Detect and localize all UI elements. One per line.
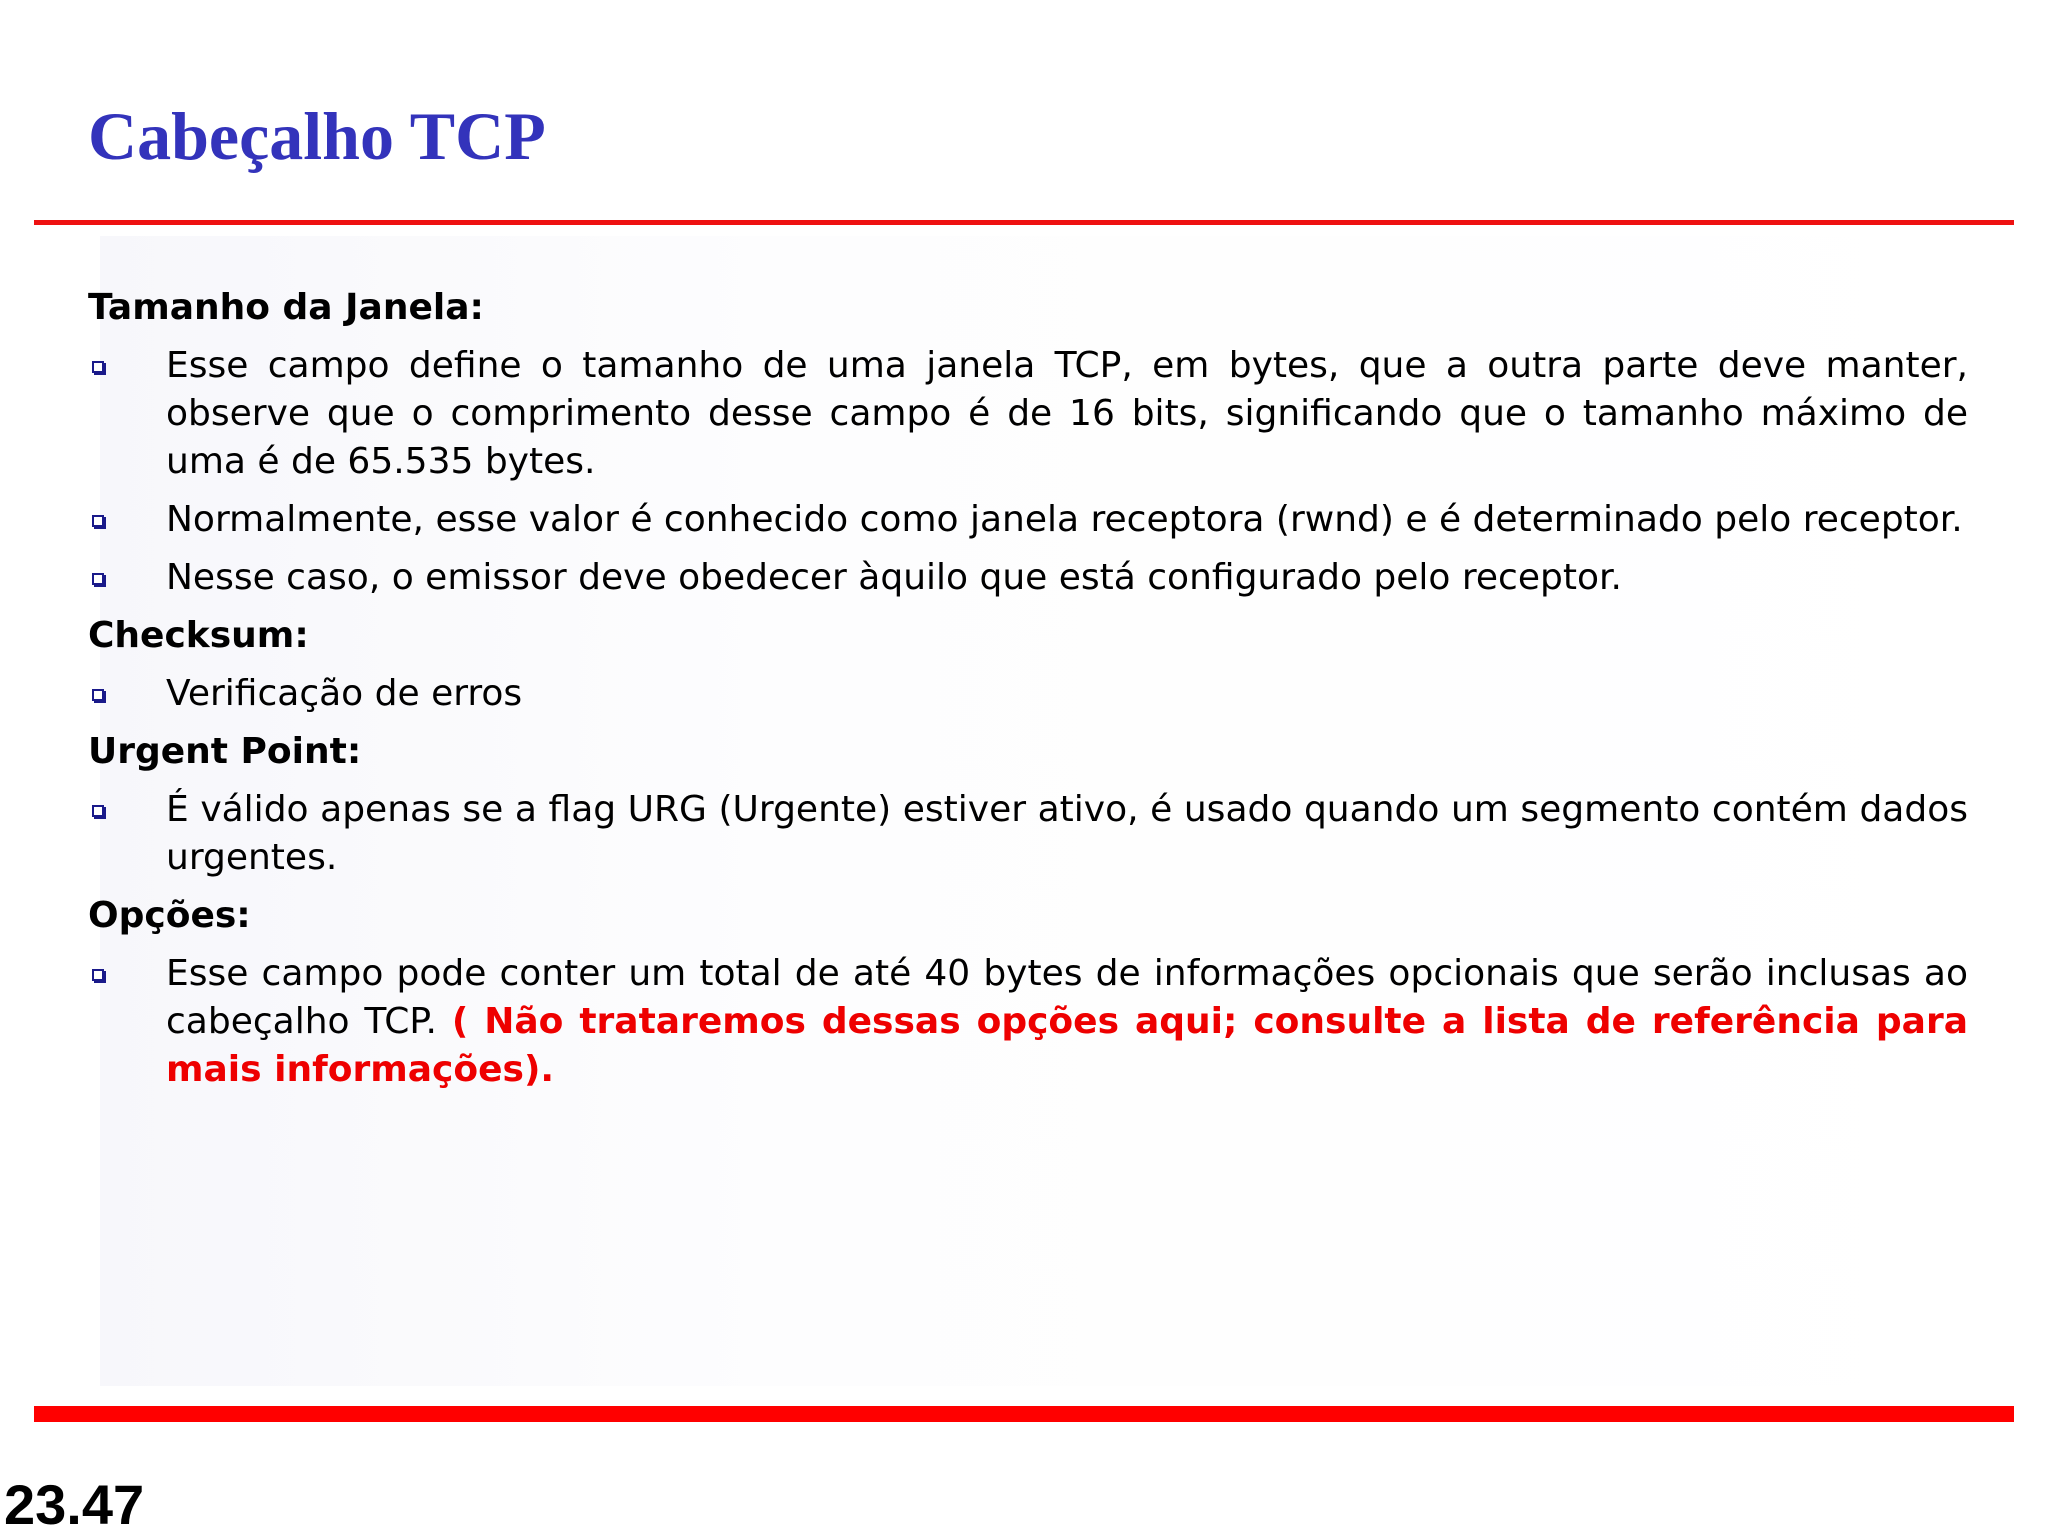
section-urgent-point bbox=[88, 728, 1968, 882]
section-heading: Tamanho da Janela: bbox=[88, 287, 484, 328]
section-heading: Opções: bbox=[88, 895, 251, 936]
bullet-text: Verificação de erros bbox=[166, 673, 523, 714]
slide-number: 23.47 bbox=[4, 1473, 145, 1536]
section-checksum bbox=[88, 612, 1968, 718]
bullet-text: Esse campo define o tamanho de uma janela TCP, em bytes, que a outra parte deve manter, observe que o comprimento desse campo é de 16 bits, significando que o tamanho máximo de uma é de 65.535 bytes. bbox=[166, 345, 1968, 482]
bullet-item bbox=[88, 342, 1968, 486]
hollow-square-bullet-icon bbox=[92, 361, 104, 373]
bullet-text: Normalmente, esse valor é conhecido como janela receptora (rwnd) e é determinado pelo receptor. bbox=[166, 499, 1963, 540]
bullet-item bbox=[88, 554, 1968, 602]
bullet-text: Nesse caso, o emissor deve obedecer àquilo que está configurado pelo receptor. bbox=[166, 557, 1622, 598]
hollow-square-bullet-icon bbox=[92, 689, 104, 701]
bullet-item bbox=[88, 670, 1968, 718]
bullet-item bbox=[88, 496, 1968, 544]
section-window-size bbox=[88, 284, 1968, 602]
slide-body bbox=[88, 284, 1968, 1104]
bullet-text: Esse campo pode conter um total de até 40 bytes de informações opcionais que serão inclusas ao cabeçalho TCP. bbox=[166, 953, 1968, 1042]
hollow-square-bullet-icon bbox=[92, 573, 104, 585]
hollow-square-bullet-icon bbox=[92, 515, 104, 527]
slide-title: Cabeçalho TCP bbox=[88, 98, 546, 174]
emphasis-note: ( Não trataremos dessas opções aqui; consulte a lista de referência para mais informações). bbox=[166, 1001, 1968, 1090]
bullet-item bbox=[88, 950, 1968, 1094]
footer-divider bbox=[34, 1406, 2014, 1422]
section-heading: Checksum: bbox=[88, 615, 309, 656]
title-divider bbox=[34, 220, 2014, 225]
bullet-text: É válido apenas se a flag URG (Urgente) estiver ativo, é usado quando um segmento contém dados urgentes. bbox=[166, 789, 1968, 878]
section-heading: Urgent Point: bbox=[88, 731, 362, 772]
hollow-square-bullet-icon bbox=[92, 969, 104, 981]
bullet-item bbox=[88, 786, 1968, 882]
section-options bbox=[88, 892, 1968, 1094]
hollow-square-bullet-icon bbox=[92, 805, 104, 817]
